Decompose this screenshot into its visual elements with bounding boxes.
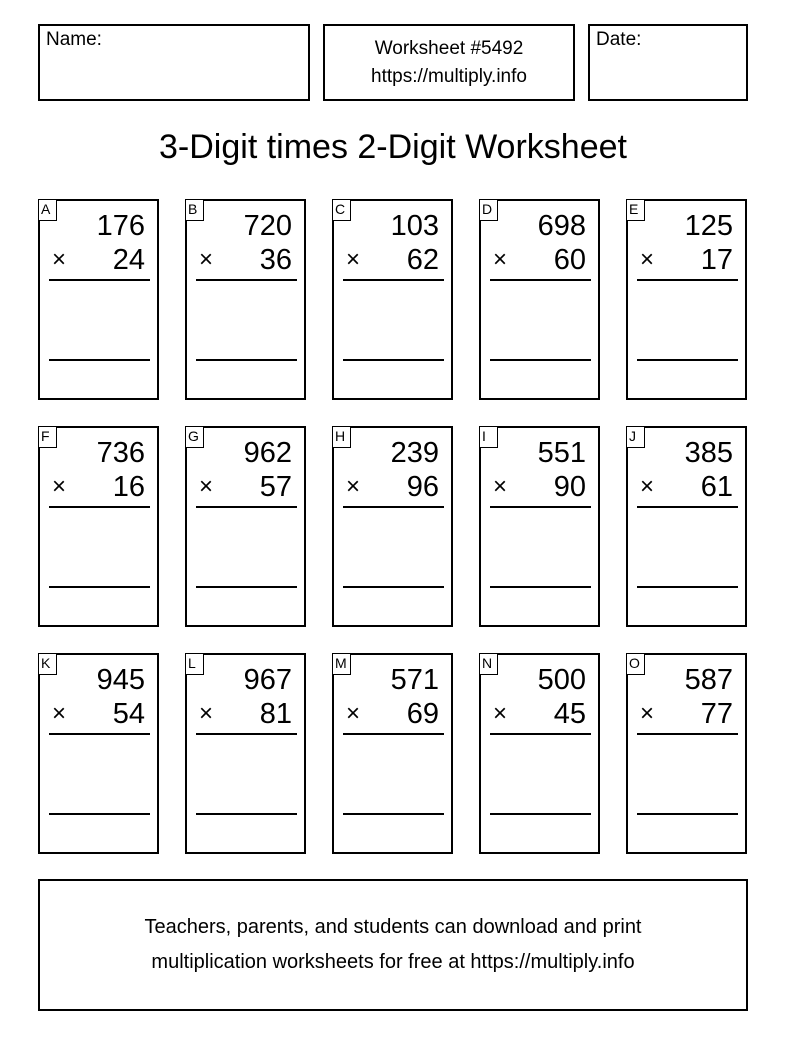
multiplier: 96 xyxy=(406,471,439,503)
multiply-sign: × xyxy=(640,473,655,500)
operation-rule xyxy=(637,279,738,281)
multiplier: 77 xyxy=(700,698,733,730)
answer-line[interactable] xyxy=(343,359,444,361)
problem-card xyxy=(332,653,453,854)
problem-letter: G xyxy=(185,426,204,448)
answer-line[interactable] xyxy=(196,813,297,815)
multiplicand: 571 xyxy=(390,664,439,696)
multiplicand: 385 xyxy=(684,437,733,469)
problem-card xyxy=(185,426,306,627)
multiply-sign: × xyxy=(52,246,67,273)
problem-letter: H xyxy=(332,426,351,448)
multiplicand: 720 xyxy=(243,210,292,242)
answer-line[interactable] xyxy=(49,359,150,361)
name-field-box[interactable] xyxy=(38,24,310,101)
multiplicand: 967 xyxy=(243,664,292,696)
problem-card xyxy=(479,653,600,854)
multiplicand: 176 xyxy=(96,210,145,242)
problem-card xyxy=(626,199,747,400)
problem-letter: J xyxy=(626,426,645,448)
problem-card xyxy=(38,653,159,854)
problem-card xyxy=(626,653,747,854)
multiplier: 61 xyxy=(700,471,733,503)
answer-line[interactable] xyxy=(49,586,150,588)
multiplier: 45 xyxy=(553,698,586,730)
multiply-sign: × xyxy=(199,700,214,727)
problem-letter: K xyxy=(38,653,57,675)
problem-letter: O xyxy=(626,653,645,675)
name-label: Name: xyxy=(46,29,102,50)
problem-letter: I xyxy=(479,426,498,448)
multiplier: 17 xyxy=(700,244,733,276)
multiplicand: 945 xyxy=(96,664,145,696)
multiplicand: 125 xyxy=(684,210,733,242)
operation-rule xyxy=(49,733,150,735)
problem-letter: B xyxy=(185,199,204,221)
multiply-sign: × xyxy=(346,473,361,500)
multiply-sign: × xyxy=(199,246,214,273)
footer-line-2: multiplication worksheets for free at https://multiply.info xyxy=(151,951,635,973)
answer-line[interactable] xyxy=(343,813,444,815)
multiply-sign: × xyxy=(640,700,655,727)
problem-card xyxy=(38,199,159,400)
operation-rule xyxy=(490,279,591,281)
multiplier: 57 xyxy=(259,471,292,503)
operation-rule xyxy=(196,506,297,508)
multiplier: 90 xyxy=(553,471,586,503)
answer-line[interactable] xyxy=(196,359,297,361)
worksheet-info-box xyxy=(323,24,575,101)
worksheet-url: https://multiply.info xyxy=(371,66,527,87)
multiplicand: 962 xyxy=(243,437,292,469)
worksheet-number: Worksheet #5492 xyxy=(374,38,524,59)
operation-rule xyxy=(343,733,444,735)
multiply-sign: × xyxy=(52,700,67,727)
multiplicand: 103 xyxy=(390,210,439,242)
problem-card xyxy=(38,426,159,627)
multiply-sign: × xyxy=(199,473,214,500)
multiplier: 81 xyxy=(259,698,292,730)
answer-line[interactable] xyxy=(343,586,444,588)
operation-rule xyxy=(196,279,297,281)
problem-letter: A xyxy=(38,199,57,221)
multiplier: 24 xyxy=(112,244,145,276)
answer-line[interactable] xyxy=(637,813,738,815)
multiplicand: 698 xyxy=(537,210,586,242)
multiply-sign: × xyxy=(52,473,67,500)
operation-rule xyxy=(49,279,150,281)
operation-rule xyxy=(490,506,591,508)
date-field-box[interactable] xyxy=(588,24,748,101)
answer-line[interactable] xyxy=(196,586,297,588)
date-label: Date: xyxy=(596,29,642,50)
multiply-sign: × xyxy=(493,246,508,273)
answer-line[interactable] xyxy=(637,586,738,588)
answer-line[interactable] xyxy=(490,586,591,588)
problem-card xyxy=(479,199,600,400)
operation-rule xyxy=(490,733,591,735)
multiplicand: 500 xyxy=(537,664,586,696)
problem-letter: F xyxy=(38,426,57,448)
footer-line-1: Teachers, parents, and students can download and print xyxy=(144,916,642,938)
problem-card xyxy=(332,199,453,400)
problem-letter: C xyxy=(332,199,351,221)
problem-letter: M xyxy=(332,653,351,675)
answer-line[interactable] xyxy=(490,359,591,361)
operation-rule xyxy=(196,733,297,735)
multiplier: 69 xyxy=(406,698,439,730)
multiplier: 16 xyxy=(112,471,145,503)
problem-letter: E xyxy=(626,199,645,221)
multiplier: 54 xyxy=(112,698,145,730)
problem-card xyxy=(332,426,453,627)
multiply-sign: × xyxy=(640,246,655,273)
multiplier: 60 xyxy=(553,244,586,276)
problem-letter: N xyxy=(479,653,498,675)
problem-card xyxy=(185,653,306,854)
multiplicand: 551 xyxy=(537,437,586,469)
answer-line[interactable] xyxy=(490,813,591,815)
multiply-sign: × xyxy=(346,700,361,727)
problem-card xyxy=(626,426,747,627)
operation-rule xyxy=(637,506,738,508)
multiplicand: 239 xyxy=(390,437,439,469)
multiply-sign: × xyxy=(493,700,508,727)
multiplier: 36 xyxy=(259,244,292,276)
operation-rule xyxy=(49,506,150,508)
problem-card xyxy=(479,426,600,627)
multiplier: 62 xyxy=(406,244,439,276)
footer-box xyxy=(38,879,748,1011)
problem-letter: L xyxy=(185,653,204,675)
answer-line[interactable] xyxy=(637,359,738,361)
operation-rule xyxy=(343,506,444,508)
problem-letter: D xyxy=(479,199,498,221)
multiply-sign: × xyxy=(493,473,508,500)
multiplicand: 736 xyxy=(96,437,145,469)
operation-rule xyxy=(637,733,738,735)
problem-card xyxy=(185,199,306,400)
operation-rule xyxy=(343,279,444,281)
multiply-sign: × xyxy=(346,246,361,273)
page-title: 3-Digit times 2-Digit Worksheet xyxy=(159,128,627,166)
multiplicand: 587 xyxy=(684,664,733,696)
answer-line[interactable] xyxy=(49,813,150,815)
